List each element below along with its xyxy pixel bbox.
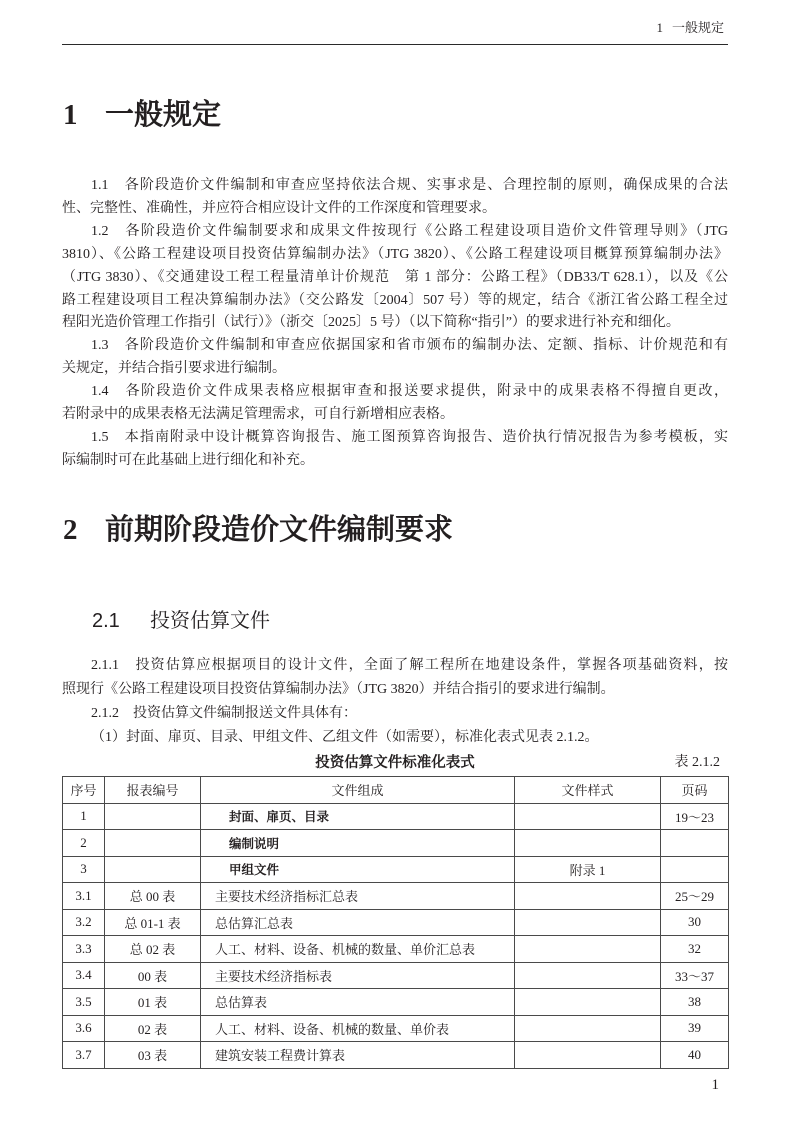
cell-report-code: 03 表 — [105, 1042, 201, 1069]
header-report-code: 报表编号 — [105, 777, 201, 804]
chapter-number: 2 — [63, 514, 78, 546]
cell-page: 30 — [661, 909, 729, 936]
cell-file-style — [515, 830, 661, 857]
header-rule — [62, 44, 728, 45]
cell-serial: 3.1 — [63, 883, 105, 910]
body-text-line: （JTG 3830）、《交通建设工程工程量清单计价规范 第 1 部分：公路工程》（DB33/T 628.1），以及《公 — [62, 269, 728, 285]
body-text-line: 2.1.2 投资估算文件编制报送文件具体有： — [91, 706, 357, 721]
cell-page: 39 — [661, 1015, 729, 1042]
cell-report-code: 总 02 表 — [105, 936, 201, 963]
table-row — [63, 803, 729, 830]
cell-file-content: 人工、材料、设备、机械的数量、单价汇总表 — [201, 936, 515, 963]
cell-file-content: 封面、扉页、目录 — [201, 803, 515, 830]
table-row — [63, 830, 729, 857]
cell-report-code — [105, 830, 201, 857]
body-text-line: 若附录中的成果表格无法满足管理需求，可自行新增相应表格。 — [62, 407, 454, 423]
body-text-line: （1）封面、扉页、目录、甲组文件、乙组文件（如需要），标准化表式见表 2.1.2。 — [91, 730, 599, 745]
body-text-line: 1.3 各阶段造价文件编制和审查应依据国家和省市颁布的编制办法、定额、指标、计价规范和有 — [91, 338, 728, 354]
cell-file-content: 建筑安装工程费计算表 — [201, 1042, 515, 1069]
cell-page: 40 — [661, 1042, 729, 1069]
cell-serial: 3 — [63, 856, 105, 883]
table-row — [63, 1015, 729, 1042]
cell-report-code: 02 表 — [105, 1015, 201, 1042]
cell-page: 38 — [661, 989, 729, 1016]
table-row — [63, 856, 729, 883]
section-heading — [92, 607, 270, 635]
body-text-line: 程阳光造价管理工作指引（试行）》（浙交〔2025〕5 号）（以下简称“指引”）的要求进行补充和细化。 — [62, 315, 680, 331]
header-page: 页码 — [661, 777, 729, 804]
body-text-line: 3810）、《公路工程建设项目投资估算编制办法》（JTG 3820）、《公路工程建设项目概算预算编制办法》 — [62, 246, 728, 262]
table-row — [63, 936, 729, 963]
table-row — [63, 989, 729, 1016]
chapter-number: 1 — [63, 99, 78, 131]
chapter-heading — [63, 512, 453, 548]
body-text-line: 关规定，并结合指引要求进行编制。 — [62, 361, 286, 377]
cell-file-style — [515, 936, 661, 963]
table-title: 投资估算文件标准化表式 — [315, 755, 475, 771]
cell-page: 19～23 — [661, 803, 729, 830]
cell-serial: 3.4 — [63, 962, 105, 989]
cell-file-style — [515, 883, 661, 910]
cell-serial: 3.2 — [63, 909, 105, 936]
table-header-row — [63, 777, 729, 804]
section-title: 投资估算文件 — [150, 610, 270, 632]
cell-serial: 3.7 — [63, 1042, 105, 1069]
chapter-title: 一般规定 — [105, 99, 222, 131]
section-body — [62, 654, 728, 750]
cell-page — [661, 830, 729, 857]
cell-file-style — [515, 1015, 661, 1042]
header-file-content: 文件组成 — [201, 777, 515, 804]
running-header — [656, 19, 724, 37]
body-text-line: 1.4 各阶段造价文件成果表格应根据审查和报送要求提供，附录中的成果表格不得擅自更改， — [91, 384, 728, 400]
body-text-line: 1.5 本指南附录中设计概算咨询报告、施工图预算咨询报告、造价执行情况报告为参考模板，实 — [91, 429, 728, 445]
cell-serial: 3.3 — [63, 936, 105, 963]
cell-report-code: 总 01-1 表 — [105, 909, 201, 936]
cell-serial: 3.6 — [63, 1015, 105, 1042]
section-number: 2.1 — [92, 610, 120, 632]
body-text-line: 性、完整性、准确性，并应符合相应设计文件的工作深度和管理要求。 — [62, 200, 496, 216]
chapter-heading — [63, 97, 221, 133]
cell-file-content: 甲组文件 — [201, 856, 515, 883]
table-row — [63, 883, 729, 910]
table-label: 表 2.1.2 — [674, 755, 720, 770]
cell-page — [661, 856, 729, 883]
cell-file-style — [515, 962, 661, 989]
cell-file-style — [515, 803, 661, 830]
standard-forms-table — [62, 776, 729, 1069]
cell-page: 25～29 — [661, 883, 729, 910]
cell-file-content: 总估算表 — [201, 989, 515, 1016]
body-text-line: 1.1 各阶段造价文件编制和审查应坚持依法合规、实事求是、合理控制的原则，确保成果的合法 — [91, 178, 728, 193]
page-number: 1 — [711, 1077, 719, 1093]
cell-serial: 1 — [63, 803, 105, 830]
cell-file-style: 附录 1 — [515, 856, 661, 883]
body-text-line: 路工程建设项目工程决算编制办法》（交公路发〔2004〕507 号）等的规定，结合《浙江省公路工程全过 — [62, 292, 728, 308]
table-caption — [62, 753, 728, 773]
running-header-number: 1 — [656, 20, 663, 35]
running-header-title: 一般规定 — [671, 20, 724, 35]
cell-report-code: 总 00 表 — [105, 883, 201, 910]
chapter-title: 前期阶段造价文件编制要求 — [105, 514, 454, 546]
cell-page: 33～37 — [661, 962, 729, 989]
body-text-line: 照现行《公路工程建设项目投资估算编制办法》（JTG 3820）并结合指引的要求进行编制。 — [62, 682, 615, 697]
cell-serial: 2 — [63, 830, 105, 857]
header-serial: 序号 — [63, 777, 105, 804]
body-text-line: 2.1.1 投资估算应根据项目的设计文件，全面了解工程所在地建设条件，掌握各项基础资料，按 — [91, 658, 728, 673]
cell-file-content: 编制说明 — [201, 830, 515, 857]
table-row — [63, 1042, 729, 1069]
body-text-line: 1.2 各阶段造价文件编制要求和成果文件按现行《公路工程建设项目造价文件管理导则》（JTG — [91, 223, 728, 239]
cell-file-style — [515, 989, 661, 1016]
cell-serial: 3.5 — [63, 989, 105, 1016]
table-row — [63, 962, 729, 989]
body-text-line: 际编制时可在此基础上进行细化和补充。 — [62, 452, 314, 468]
header-file-style: 文件样式 — [515, 777, 661, 804]
table-row — [63, 909, 729, 936]
cell-file-style — [515, 909, 661, 936]
cell-file-content: 人工、材料、设备、机械的数量、单价表 — [201, 1015, 515, 1042]
cell-report-code — [105, 803, 201, 830]
cell-report-code: 01 表 — [105, 989, 201, 1016]
cell-file-content: 总估算汇总表 — [201, 909, 515, 936]
cell-file-style — [515, 1042, 661, 1069]
chapter-body — [62, 175, 728, 473]
cell-report-code — [105, 856, 201, 883]
cell-page: 32 — [661, 936, 729, 963]
cell-report-code: 00 表 — [105, 962, 201, 989]
cell-file-content: 主要技术经济指标表 — [201, 962, 515, 989]
cell-file-content: 主要技术经济指标汇总表 — [201, 883, 515, 910]
